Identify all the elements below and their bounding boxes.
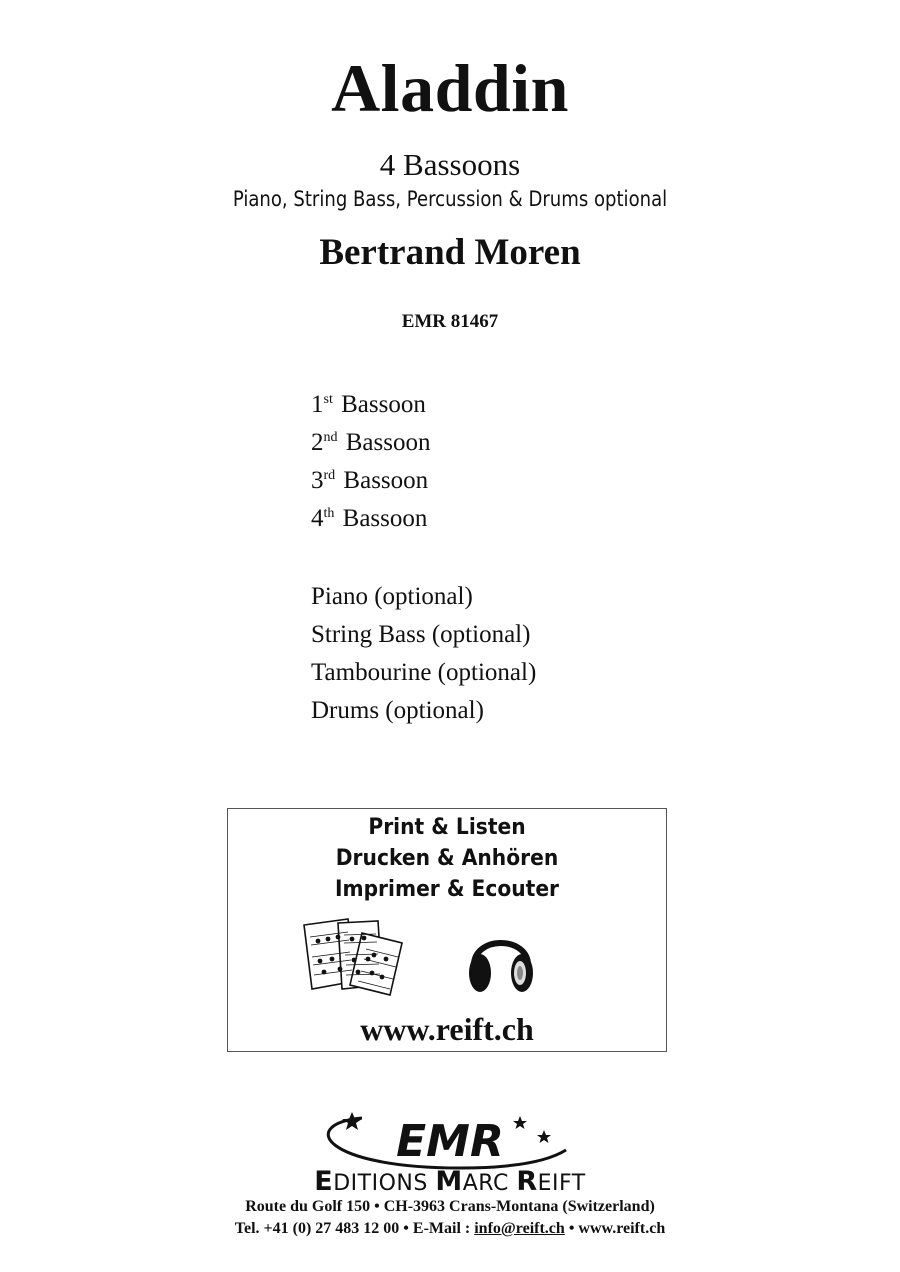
publisher-address: Route du Golf 150 • CH-3963 Crans-Montana (Switzerland) — [245, 1198, 655, 1215]
part-item: 1st Bassoon — [311, 391, 426, 418]
optional-part-item: Drums (optional) — [311, 697, 484, 724]
subtitle: 4 Bassoons — [379, 147, 521, 182]
email-link[interactable]: info@reift.ch — [474, 1220, 565, 1237]
promo-line-en: Print & Listen — [368, 815, 526, 840]
part-item: 2nd Bassoon — [311, 429, 431, 456]
publisher-name: EDITIONS MARC REIFT — [314, 1166, 586, 1197]
part-item: 4th Bassoon — [311, 505, 428, 532]
catalog-number: EMR 81467 — [401, 311, 499, 332]
logo-text: EMR — [396, 1116, 504, 1167]
part-item: 3rd Bassoon — [311, 467, 429, 494]
optional-part-item: String Bass (optional) — [311, 621, 531, 648]
page-title: Aladdin — [331, 50, 569, 126]
instrumentation-note: Piano, String Bass, Percussion & Drums optional — [232, 187, 668, 211]
promo-line-fr: Imprimer & Ecouter — [334, 877, 560, 902]
emr-logo — [310, 1108, 590, 1170]
promo-line-de: Drucken & Anhören — [335, 846, 559, 871]
optional-part-item: Tambourine (optional) — [311, 659, 537, 686]
parts-list — [311, 386, 430, 538]
composer-name: Bertrand Moren — [319, 232, 581, 273]
optional-part-item: Piano (optional) — [311, 583, 473, 610]
contact-phone: Tel. +41 (0) 27 483 12 00 • E-Mail : — [234, 1220, 475, 1237]
sheet-music-icon — [300, 915, 412, 997]
contact-website: • www.reift.ch — [564, 1220, 666, 1237]
optional-parts-list — [311, 578, 536, 730]
headphones-icon — [466, 921, 536, 997]
publisher-contact — [0, 1218, 900, 1240]
print-listen-box — [227, 808, 667, 1052]
promo-url[interactable]: www.reift.ch — [360, 1011, 534, 1047]
